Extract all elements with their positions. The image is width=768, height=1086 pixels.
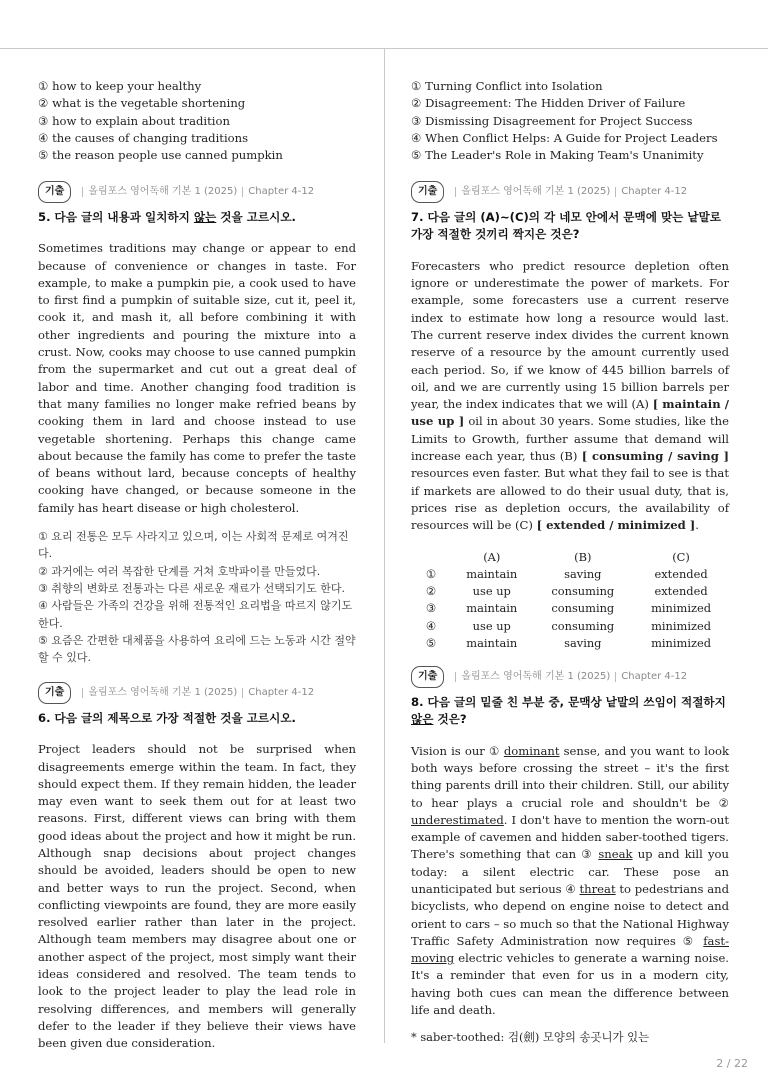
q7-text-3: resources even faster. But what they fail to see is that if markets are allowed to do their usual duty, that is, prices rise as depletion occurs, the availability of resources will be (C) [411, 466, 729, 533]
source-tag: 기출 [411, 181, 444, 202]
q7-cell-b: consuming [551, 601, 615, 616]
q4-option-5: ⑤ the reason people use canned pumpkin [38, 148, 283, 163]
q6-title: 6. 다음 글의 제목으로 가장 적절한 것을 고르시오. [38, 710, 296, 725]
q8-text-3: . I don't have to mention the worn-out example of cavemen and hidden saber-toothed tigers. There's something that can ③ [411, 812, 729, 862]
q6-option-5: ⑤ The Leader's Role in Making Team's Unanimity [411, 148, 704, 163]
q7-table-row [411, 600, 729, 617]
q4-option-2: ② what is the vegetable shortening [38, 96, 246, 111]
q7-cell-a: maintain [466, 601, 518, 616]
q8-underlined-3: sneak [598, 847, 633, 862]
source-chapter: Chapter 4-12 [248, 186, 315, 198]
q4-option-1: ① how to keep your healthy [38, 79, 202, 93]
q7-row-number: ⑤ [425, 636, 437, 651]
q6-source [38, 682, 356, 703]
q5-option-5: ⑤ 요즘은 간편한 대체품을 사용하여 요리에 드는 노동과 시간 절약할 수 있다. [38, 633, 356, 665]
q7-header-b: (B) [574, 549, 592, 564]
right-column [411, 78, 729, 1047]
q8-passage [411, 743, 729, 1020]
q7-box-c: [ extended / minimized ] [536, 518, 696, 533]
q7-header-c: (C) [672, 549, 690, 564]
q7-cell-a: maintain [466, 566, 518, 581]
source-separator [615, 187, 616, 197]
q5-title-text: 5. 다음 글의 내용과 일치하지 [38, 209, 194, 224]
q6-option-2: ② Disagreement: The Hidden Driver of Failure [411, 96, 686, 111]
source-separator [242, 688, 243, 698]
source-separator [615, 672, 616, 682]
q7-cell-c: minimized [651, 636, 711, 651]
q7-table-row [411, 566, 729, 583]
q6-passage: Project leaders should not be surprised when disagreements emerge within the team. In fact, they should expect them. If they remain hidden, the leader may even want to seek them out for at least two reasons. First, different views can bring with them good ideas about the project and how it might be run. Although snap decisions about project changes should be avoided, leaders should be open to new and better ways to run the project. Second, when conflicting viewpoints are found, they are more easily resolved earlier rather than later in the project. Although team members may disagree about one or another aspect of the project, most simply want their ideas considered and resolved. The team tends to look to the project leader to play the lead role in resolving differences, and members will generally defer to the leader if they believe their views have been given due consideration. [38, 742, 356, 1051]
q7-table-row [411, 583, 729, 600]
q8-title-text: 8. 다음 글의 밑줄 친 부분 중, 문맥상 낱말의 쓰임이 적절하지 [411, 694, 726, 709]
q7-cell-b: saving [564, 566, 602, 581]
q7-table-header [411, 549, 729, 566]
q5-option-1: ① 요리 전통은 모두 사라지고 있으며, 이는 사회적 문제로 여겨진다. [38, 530, 349, 561]
q4-option-4: ④ the causes of changing traditions [38, 130, 249, 145]
source-book: 올림포스 영어독해 기본 1 (2025) [88, 687, 238, 699]
q4-options [38, 78, 356, 164]
page-number: 2 / 22 [716, 1057, 748, 1070]
source-book: 올림포스 영어독해 기본 1 (2025) [461, 671, 611, 683]
q7-row-number: ④ [425, 618, 437, 633]
q7-cell-b: consuming [551, 618, 615, 633]
source-separator [82, 187, 83, 197]
q7-cell-c: extended [654, 566, 708, 581]
q5-option-3: ③ 취향의 변화로 전통과는 다른 새로운 재료가 선택되기도 한다. [38, 581, 345, 595]
source-book: 올림포스 영어독해 기본 1 (2025) [88, 186, 238, 198]
q7-cell-b: consuming [551, 584, 615, 599]
q6-option-3: ③ Dismissing Disagreement for Project Success [411, 113, 693, 128]
q5-title [38, 209, 356, 227]
q7-passage [411, 258, 729, 535]
q7-box-a: [ maintain / use up ] [411, 397, 729, 429]
q7-answer-table [411, 549, 729, 653]
q7-row-number: ② [425, 584, 437, 599]
source-tag: 기출 [38, 682, 71, 703]
q7-text-1: Forecasters who predict resource depletion often ignore or underestimate the power of markets. For example, some forecasters use a current reserve index to estimate how long a resource would last. The current reserve index divides the current known reserve of a resource by the amount currently used each period. So, if we know of 445 billion barrels of oil, and we are currently using 15 billion barrels per year, the index indicates that we will (A) [411, 258, 729, 412]
q8-text-1: Vision is our ① [411, 743, 504, 758]
q8-text-4: up and kill you today: a silent electric car. These pose an unanticipated but serious ④ [411, 847, 730, 896]
q8-title-underlined: 않은 [411, 712, 434, 727]
q5-option-4: ④ 사람들은 가족의 건강을 위해 전통적인 요리법을 따르지 않기도 한다. [38, 599, 353, 630]
q8-text-6: electric vehicles to generate a warning noise. It's a reminder that even for us in a modern city, having both cues can mean the difference between life and death. [411, 951, 729, 1018]
source-book: 올림포스 영어독해 기본 1 (2025) [461, 186, 611, 198]
q7-cell-a: use up [472, 584, 511, 599]
source-tag: 기출 [411, 666, 444, 687]
q8-source [411, 666, 729, 687]
q7-table-row [411, 635, 729, 652]
q7-cell-c: minimized [651, 618, 711, 633]
q8-underlined-5: fast-moving [411, 933, 729, 966]
left-column [38, 78, 356, 1053]
q8-text-2: sense, and you want to look both ways before crossing the street – it's the first thing parents drill into their children. Still, our ability to hear plays a crucial role and shouldn't be ② [411, 743, 729, 810]
q7-title: 7. 다음 글의 (A)~(C)의 각 네모 안에서 문맥에 맞는 낱말로 가장 적절한 것끼리 짝지은 것은? [411, 209, 721, 242]
q7-header-a: (A) [483, 549, 501, 564]
q5-title-underlined: 않는 [193, 209, 217, 224]
q7-header-blank [411, 549, 451, 566]
q8-title-text-end: 것은? [433, 712, 467, 727]
q7-box-b: [ consuming / saving ] [581, 449, 730, 464]
source-separator [455, 187, 456, 197]
q8-underlined-1: dominant [503, 743, 560, 758]
q7-cell-b: saving [564, 636, 602, 651]
q7-table-row [411, 618, 729, 635]
q4-option-3: ③ how to explain about tradition [38, 113, 230, 128]
q8-underlined-2: underestimated [411, 812, 504, 827]
source-separator [82, 688, 83, 698]
source-chapter: Chapter 4-12 [621, 186, 688, 198]
q7-text-4: . [695, 518, 699, 533]
q5-title-text-end: 것을 고르시오. [216, 209, 296, 224]
q8-title [411, 694, 729, 729]
source-separator [455, 672, 456, 682]
source-chapter: Chapter 4-12 [248, 687, 315, 699]
q7-cell-a: maintain [466, 636, 518, 651]
q7-row-number: ① [425, 566, 437, 581]
q8-footnote: * saber-toothed: 검(劍) 모양의 송곳니가 있는 [411, 1030, 650, 1045]
q6-option-1: ① Turning Conflict into Isolation [411, 79, 603, 93]
q5-options [38, 528, 356, 666]
q7-cell-c: extended [654, 584, 708, 599]
q7-text-2: oil in about 30 years. Some studies, like the Limits to Growth, further assume that demand will increase each year, thus (B) [411, 414, 730, 464]
q6-options [411, 78, 729, 164]
q7-cell-a: use up [472, 618, 511, 633]
column-divider [384, 48, 385, 1043]
q5-option-2: ② 과거에는 여러 복잡한 단계를 거쳐 호박파이를 만들었다. [38, 564, 321, 578]
q8-text-5: to pedestrians and bicyclists, who depend on engine noise to detect and orient to cars – so much so that the National Highway Traffic Safety Administration now requires ⑤ [411, 881, 730, 948]
q7-source [411, 181, 729, 202]
q5-passage: Sometimes traditions may change or appear to end because of convenience or changes in taste. For example, to make a pumpkin pie, a cook used to have to first find a pumpkin of suitable size, cut it, peel it, cook it, and mash it, all before combining it with other ingredients and pouring the mixture into a crust. Now, cooks may choose to use canned pumpkin from the supermarket and cut out a great deal of labor and time. Another changing food tradition is that many families no longer make refried beans by cooking them in lard and choose instead to use vegetable shortening. Perhaps this change came about because the family has come to prefer the taste of beans without lard, because concepts of healthy cooking have changed, or because someone in the family has heart disease or high cholesterol. [38, 241, 356, 515]
source-separator [242, 187, 243, 197]
q8-underlined-4: threat [579, 881, 616, 896]
q5-source [38, 181, 356, 202]
q7-row-number: ③ [425, 601, 437, 616]
q7-cell-c: minimized [651, 601, 711, 616]
source-tag: 기출 [38, 181, 71, 202]
q6-option-4: ④ When Conflict Helps: A Guide for Project Leaders [411, 130, 718, 145]
source-chapter: Chapter 4-12 [621, 671, 688, 683]
